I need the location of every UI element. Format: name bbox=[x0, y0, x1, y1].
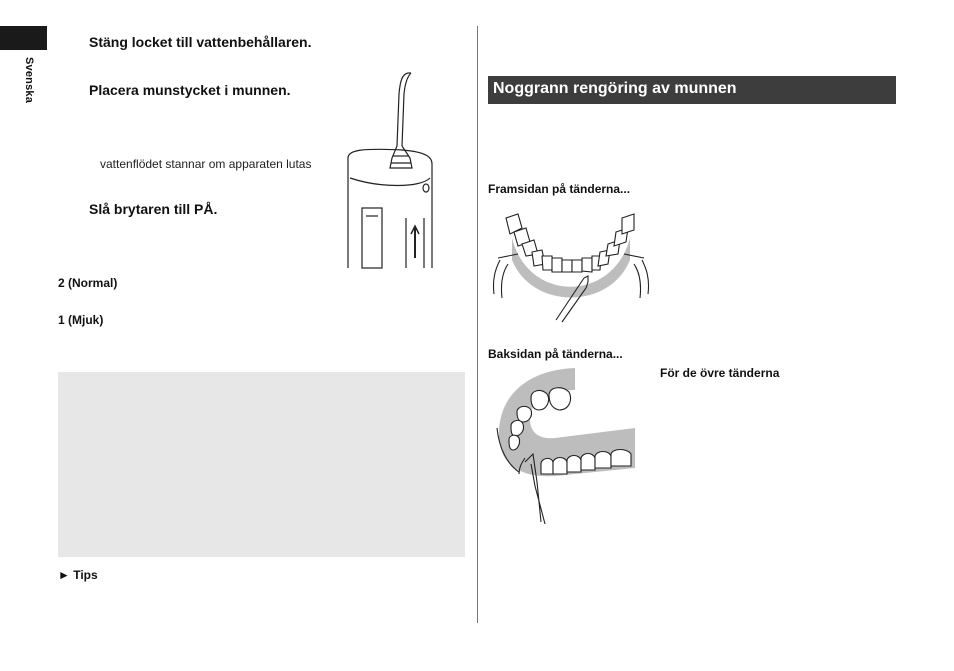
column-divider bbox=[477, 26, 478, 623]
back-teeth-label: Baksidan på tänderna... bbox=[488, 347, 623, 361]
mode-soft-label: 1 (Mjuk) bbox=[58, 313, 104, 327]
front-teeth-illustration bbox=[488, 208, 653, 326]
upper-teeth-label: För de övre tänderna bbox=[660, 366, 780, 380]
tips-arrow-icon: ► bbox=[58, 568, 70, 582]
tips-heading bbox=[58, 568, 98, 582]
language-tab-marker bbox=[0, 26, 47, 50]
step-close-lid: Stäng locket till vattenbehållaren. bbox=[89, 34, 312, 50]
step-place-nozzle: Placera munstycket i munnen. bbox=[89, 82, 291, 98]
tip-box bbox=[58, 372, 465, 557]
note-tilt: vattenflödet stannar om apparaten lutas bbox=[100, 157, 312, 171]
mode-normal-label: 2 (Normal) bbox=[58, 276, 118, 290]
language-label: Svenska bbox=[23, 57, 35, 104]
irrigator-illustration bbox=[340, 68, 440, 272]
section-title: Noggrann rengöring av munnen bbox=[488, 76, 896, 104]
step-switch-on: Slå brytaren till PÅ. bbox=[89, 201, 218, 217]
tips-label: Tips bbox=[73, 568, 98, 582]
back-teeth-illustration bbox=[495, 368, 640, 526]
front-teeth-label: Framsidan på tänderna... bbox=[488, 182, 631, 196]
